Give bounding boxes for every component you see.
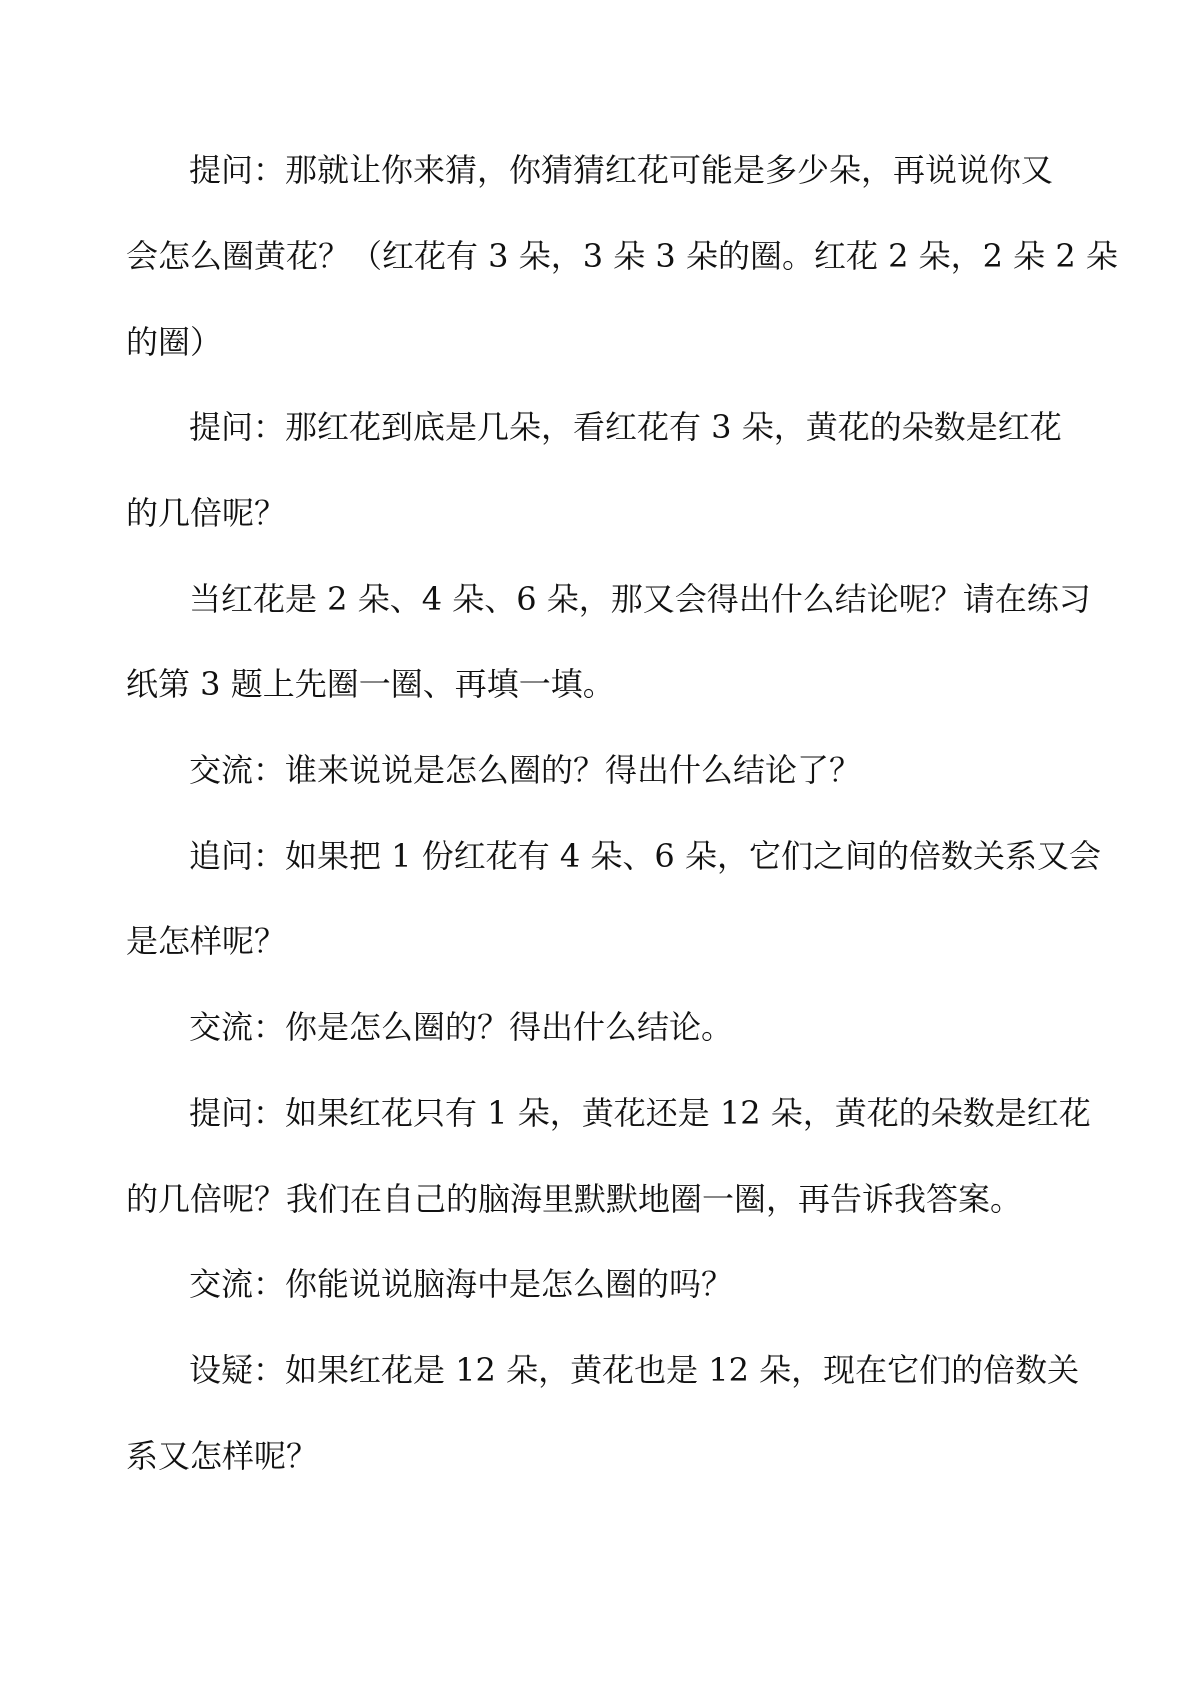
paragraph-line: 交流：谁来说说是怎么圈的？得出什么结论了？ (189, 751, 862, 789)
paragraph-line: 提问：那红花到底是几朵，看红花有 3 朵，黄花的朵数是红花 (189, 408, 1062, 446)
paragraph-line: 提问：如果红花只有 1 朵，黄花还是 12 朵，黄花的朵数是红花 (189, 1094, 1091, 1132)
paragraph-line: 的几倍呢？我们在自己的脑海里默默地圈一圈，再告诉我答案。 (126, 1180, 1023, 1218)
paragraph-line: 会怎么圈黄花？（红花有 3 朵，3 朵 3 朵的圈。红花 2 朵，2 朵 2 朵 (126, 237, 1118, 275)
paragraph-line: 交流：你能说说脑海中是怎么圈的吗？ (189, 1265, 734, 1303)
paragraph-line: 追问：如果把 1 份红花有 4 朵、6 朵，它们之间的倍数关系又会 (189, 837, 1101, 875)
paragraph-line: 交流：你是怎么圈的？得出什么结论。 (189, 1008, 734, 1046)
paragraph-line: 纸第 3 题上先圈一圈、再填一填。 (126, 665, 615, 703)
paragraph-line: 设疑：如果红花是 12 朵，黄花也是 12 朵，现在它们的倍数关 (189, 1351, 1080, 1389)
paragraph-line: 的几倍呢？ (126, 494, 287, 532)
paragraph-line: 系又怎样呢？ (126, 1437, 319, 1475)
paragraph-line: 的圈） (126, 323, 223, 361)
paragraph-line: 提问：那就让你来猜，你猜猜红花可能是多少朵，再说说你又 (189, 151, 1054, 189)
paragraph-line: 是怎样呢？ (126, 922, 287, 960)
paragraph-line: 当红花是 2 朵、4 朵、6 朵，那又会得出什么结论呢？请在练习 (189, 580, 1091, 618)
